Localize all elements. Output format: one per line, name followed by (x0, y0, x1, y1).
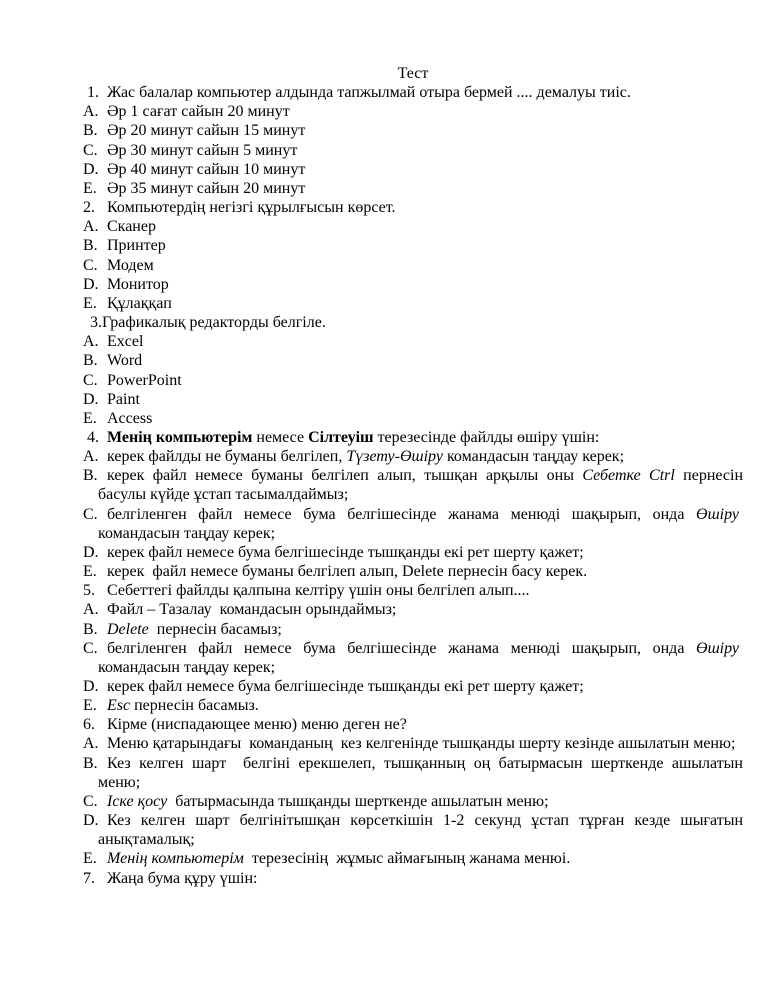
option-line (83, 121, 743, 140)
text-run: Кірме (ниспадающее меню) меню деген не? (107, 716, 407, 734)
text-run: Әр 35 минут сайын 20 минут (107, 179, 306, 197)
text-run: Esc (107, 697, 131, 715)
item-text (90, 314, 326, 331)
question-line (83, 869, 743, 888)
item-text (107, 333, 143, 350)
option-line (83, 409, 743, 428)
option-line (83, 677, 743, 696)
text-run: Әр 40 минут сайын 10 минут (107, 160, 306, 178)
item-text (107, 716, 407, 733)
option-letter-label: B. (83, 122, 98, 140)
question-number-label: 4. (83, 428, 99, 446)
item-text (107, 352, 142, 369)
item-text (107, 218, 156, 235)
option-letter-label: D. (83, 275, 99, 293)
option-line (83, 562, 743, 581)
option-letter-label: A. (83, 103, 99, 121)
item-text (107, 257, 154, 274)
text-run: немесе (252, 428, 309, 446)
item-text (107, 84, 631, 101)
option-line (83, 294, 743, 313)
text-run: Access (107, 409, 153, 427)
option-letter-label: E. (83, 179, 97, 197)
document-title: Тест (397, 65, 429, 82)
question-line (83, 715, 743, 734)
item-text (107, 563, 587, 580)
option-line (83, 620, 743, 639)
text-run: командасын таңдау керек; (98, 505, 743, 542)
item-text (107, 793, 549, 810)
item-text (107, 391, 140, 408)
question-line (83, 581, 743, 600)
text-run: Жаңа бума құру үшін: (107, 869, 258, 887)
question-number-label: 1. (83, 84, 99, 102)
text-run: Сканер (107, 218, 156, 236)
option-line (83, 275, 743, 294)
text-run: 3.Графикалық редакторды белгіле. (90, 314, 326, 332)
text-run: керек файлды не буманы белгілеп, (107, 448, 347, 466)
text-run: Delete (107, 620, 149, 638)
test-document (83, 64, 743, 888)
option-line (83, 466, 743, 504)
text-run: Меню қатарындағы команданың кез келгенінде тышқанды шерту кезінде ашылатын меню; (107, 735, 736, 753)
item-text (107, 199, 396, 216)
text-run: Word (107, 352, 143, 370)
text-run: PowerPoint (107, 371, 182, 389)
item-text (107, 295, 172, 312)
text-run: пернесін басамыз; (148, 620, 282, 638)
text-run: Компьютердің негізгі құрылғысын көрсет. (107, 199, 396, 217)
option-line (83, 792, 743, 811)
option-line (83, 217, 743, 236)
text-run: Монитор (107, 275, 169, 293)
option-line (83, 849, 743, 868)
text-run: Әр 20 минут сайын 15 минут (107, 122, 306, 140)
item-text (107, 276, 169, 293)
item-text (107, 850, 570, 867)
option-letter-label: C. (83, 639, 98, 657)
item-text (107, 372, 182, 389)
question-list (83, 83, 743, 888)
option-letter-label: A. (83, 333, 99, 351)
option-line (83, 256, 743, 275)
text-run: керек файл немесе буманы белгілеп алып, Delete пернесін басу керек. (107, 563, 588, 581)
question-line (83, 198, 743, 217)
item-text (98, 812, 743, 848)
text-run: Себеттегі файлды қалпына келтіру үшін оны белгілеп алып.... (107, 582, 530, 600)
option-letter-label: D. (83, 160, 99, 178)
item-text (107, 103, 290, 120)
question-number-label: 5. (83, 582, 95, 600)
question-number-label: 7. (83, 869, 95, 887)
option-line (83, 696, 743, 715)
option-letter-label: E. (83, 697, 97, 715)
option-line (83, 102, 743, 121)
option-letter-label: D. (83, 543, 99, 561)
item-text (98, 755, 743, 791)
text-run: командасын таңдау керек; (442, 448, 625, 466)
question-number-label: 6. (83, 716, 95, 734)
text-run: Paint (107, 390, 140, 408)
text-run: Әр 30 минут сайын 5 минут (107, 141, 298, 159)
text-run: командасын таңдау керек; (98, 639, 743, 676)
option-letter-label: E. (83, 409, 97, 427)
question-line (83, 83, 743, 102)
option-line (83, 447, 743, 466)
option-letter-label: E. (83, 294, 97, 312)
option-line (83, 236, 743, 255)
text-run: Кез келген шарт белгіні ерекшелеп, тышқанның оң батырмасын шерткенде ашылатын меню; (98, 754, 743, 791)
option-line (83, 811, 743, 849)
text-run: Құлаққап (107, 294, 172, 312)
option-line (83, 600, 743, 619)
option-letter-label: B. (83, 237, 98, 255)
option-line (83, 390, 743, 409)
text-run: керек файл немесе бума белгішесінде тышқанды екі рет шерту қажет; (107, 678, 584, 695)
option-letter-label: A. (83, 601, 99, 619)
option-line (83, 505, 743, 543)
option-letter-label: C. (83, 505, 98, 523)
item-text (107, 429, 599, 446)
text-run: керек файл немесе буманы белгілеп алып, тышқан арқылы оны (107, 467, 583, 485)
option-line (83, 734, 743, 753)
option-letter-label: D. (83, 812, 99, 830)
option-letter-label: C. (83, 256, 98, 274)
option-letter-label: C. (83, 371, 98, 389)
item-text (98, 640, 743, 676)
option-line (83, 351, 743, 370)
text-run: белгіленген файл немесе бума белгішесінде жанама менюді шақырып, онда (107, 505, 697, 523)
text-run: Excel (107, 333, 144, 351)
item-text (107, 448, 624, 465)
option-line (83, 160, 743, 179)
item-text (107, 122, 305, 139)
option-letter-label: B. (83, 754, 98, 772)
item-text (107, 601, 396, 618)
text-run: Принтер (107, 237, 166, 255)
option-line (83, 543, 743, 562)
item-text (107, 621, 282, 638)
text-run: белгіленген файл немесе бума белгішесінде жанама менюді шақырып, онда (107, 639, 697, 657)
item-text (98, 467, 743, 503)
option-letter-label: E. (83, 850, 97, 868)
text-run: Өшіру (696, 505, 739, 523)
text-run: Менің компьютерім (107, 428, 253, 446)
option-line (83, 141, 743, 160)
item-text (107, 161, 305, 178)
option-line (83, 332, 743, 351)
item-text (107, 582, 530, 599)
item-text (107, 697, 259, 714)
text-run: батырмасында тышқанды шерткенде ашылатын меню; (167, 792, 549, 810)
text-run: пернесін басамыз. (130, 697, 259, 715)
text-run: пернесін басулы күйде ұстап тасымалдаймыз; (98, 467, 744, 504)
text-run: Себетке Ctrl (582, 467, 675, 485)
option-letter-label: A. (83, 735, 99, 753)
item-text (107, 678, 584, 695)
text-run: Файл – Тазалау командасын орындаймыз; (107, 601, 397, 619)
item-text (107, 237, 166, 254)
question-number-label: 2. (83, 199, 95, 217)
option-line (83, 371, 743, 390)
option-letter-label: C. (83, 792, 98, 810)
option-line (83, 179, 743, 198)
option-line (83, 754, 743, 792)
item-text (107, 544, 584, 561)
item-text (107, 735, 735, 752)
item-text (107, 410, 152, 427)
text-run: терезесінің жұмыс аймағының жанама менюі. (243, 850, 571, 868)
option-line (83, 639, 743, 677)
text-run: терезесінде файлды өшіру үшін: (373, 428, 600, 446)
question-line (83, 428, 743, 447)
option-letter-label: C. (83, 141, 98, 159)
option-letter-label: A. (83, 218, 99, 236)
text-run: Іске қосу (107, 792, 168, 810)
item-text (98, 506, 743, 542)
text-run: Менің компьютерім (107, 850, 244, 868)
text-run: Өшіру (696, 639, 739, 657)
option-letter-label: B. (83, 620, 98, 638)
text-run: Әр 1 сағат сайын 20 минут (107, 103, 290, 121)
option-letter-label: B. (83, 467, 98, 485)
text-run: Кез келген шарт белгінітышқан көрсеткішін 1-2 секунд ұстап тұрған кезде шығатын анықтамалық; (98, 812, 743, 849)
text-run: Сілтеуіш (308, 428, 374, 446)
option-letter-label: B. (83, 352, 98, 370)
option-letter-label: D. (83, 678, 99, 695)
text-run: Модем (107, 256, 154, 274)
option-letter-label: E. (83, 563, 97, 581)
item-text (107, 142, 297, 159)
option-letter-label: A. (83, 448, 99, 466)
item-text (107, 180, 305, 197)
question-line (83, 313, 743, 332)
text-run: Түзету-Өшіру (346, 448, 443, 466)
option-letter-label: D. (83, 390, 99, 408)
text-run: Жас балалар компьютер алдында тапжылмай отыра бермей .... демалуы тиіс. (107, 84, 631, 102)
text-run: керек файл немесе бума белгішесінде тышқанды екі рет шерту қажет; (107, 543, 584, 561)
item-text (107, 870, 257, 887)
